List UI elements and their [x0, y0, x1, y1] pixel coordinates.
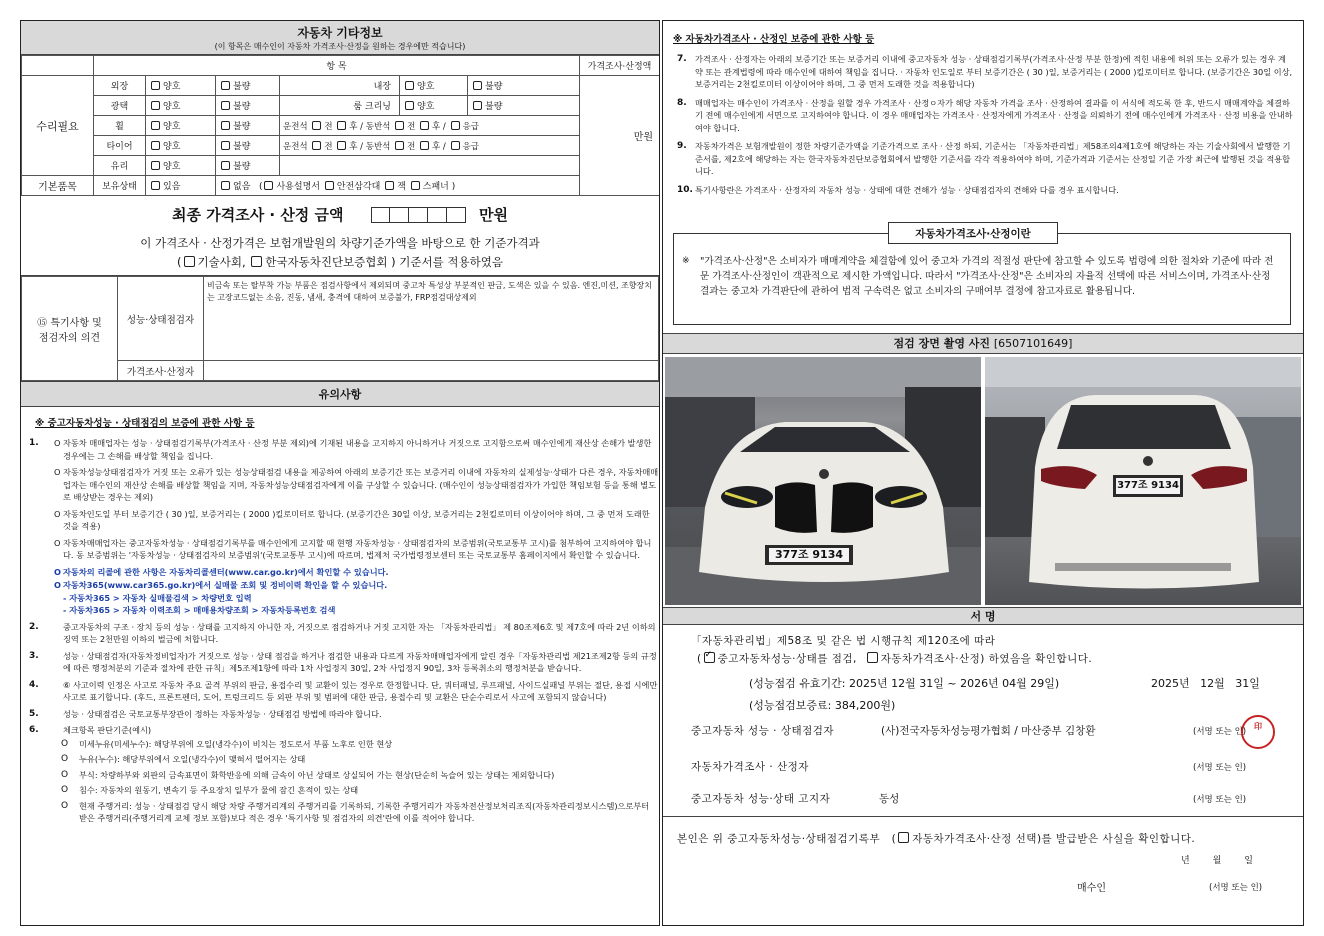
right-item-10: 10. 특기사항란은 가격조사 · 산정자의 자동차 성능 · 상태에 대한 견해가 성능 · 상태점검자의 견해와 다를 경우 표시합니다. — [677, 184, 1119, 195]
final-line1: 이 가격조사 · 산정가격은 보험개발원의 차량기준가액을 바탕으로 한 기준가격과 — [140, 236, 540, 250]
seal-stamp-icon: 印 — [1241, 715, 1275, 749]
notifier-name: 동성 — [879, 793, 900, 805]
checkbox[interactable] — [151, 161, 160, 170]
price-guarantee-heading: ※ 자동차가격조사 · 산정인 보증에 관한 사항 등 — [673, 34, 875, 45]
notes-header: 유의사항 — [21, 381, 659, 407]
confirm-date: 년 월 일 — [1181, 856, 1253, 866]
row-wheel: 휠 — [94, 116, 146, 136]
checkbox[interactable] — [420, 121, 429, 130]
notifier-label: 중고자동차 성능·상태 고지자 — [691, 793, 831, 805]
valid-period: (성능점검 유효기간: 2025년 12월 31일 ~ 2026년 04월 29일) — [749, 677, 1060, 690]
checkbox[interactable] — [473, 81, 482, 90]
right-item-7: 7. 가격조사 · 산정자는 아래의 보증기간 또는 보증거리 이내에 중고자동차 성능 · 상태점검기록부(가격조사·산정 부분 한정)에 적힌 내용에 허위 또는 오류가 있는 경우 계약 또는 관계법령에 따라 매수인에 대하여 책임을 집니다. · 자동차 인도일로 부터 보증기간은 ( 30 )일, 보증거리는 ( 2000 )킬로미터로 합니다. (보증기간은 30일 이상, 보증거리는 2천킬로미터 이상이어야 하며, 그 중 먼저 도래한 것을 적용합니다) — [677, 54, 1293, 89]
checkbox[interactable] — [337, 141, 346, 150]
definition-text: "가격조사·산정"은 소비자가 매매계약을 체결함에 있어 중고차 가격의 적절성 판단에 참고할 수 있도록 법령에 의한 절차와 기준에 따라 전문 가격조사·산정인이 객관적으로 제시한 가액입니다. 따라서 "가격조사·산정"은 소비자의 자율적 선택에 따른 서비스이며, 가격조사·산정 결과는 중고차 가격판단에 관하여 법적 구속력은 없고 소비자의 구매여부 결정에 참고자료로 활용됩니다. — [700, 256, 1274, 297]
checkbox-tech-society[interactable] — [184, 256, 195, 267]
buyer-seal-text: (서명 또는 인) — [1209, 883, 1263, 893]
sign-header: 서 명 — [663, 607, 1303, 625]
front-car-image — [665, 357, 981, 605]
basic-label: 기본품목 — [22, 176, 94, 196]
notes-heading: ※ 중고자동차성능 · 상태점검의 보증에 관한 사항 등 — [35, 418, 255, 429]
checkbox[interactable] — [385, 181, 394, 190]
possession-label: 보유상태 — [94, 176, 146, 196]
note-1e: O 자동차의 리콜에 관한 사항은 자동차리콜센터(www.car.go.kr)에서 확인할 수 있습니다. — [54, 566, 389, 577]
front-photo — [665, 357, 981, 605]
inspection-text: 비금속 또는 탈부착 가능 부품은 점검사항에서 제외되며 중고차 특성상 부분적인 판금, 도색은 있을 수 있음. 엔진,미션, 조향장치는 고장코드없는 소음, 진동, 냄새, 충격에 대하여 보증불가, FRP점검대상제외 — [204, 277, 659, 361]
row-gloss: 광택 — [94, 96, 146, 116]
etc-info-header — [21, 21, 659, 55]
final-price-title: 최종 가격조사 · 산정 금액 — [172, 206, 344, 224]
note-1f: O 자동차365(www.car365.go.kr)에서 실매물 조회 및 정비이력 확인을 할 수 있습니다. — [54, 580, 388, 590]
col-item-header: 항 목 — [94, 56, 580, 76]
confirm-text: 본인은 위 중고자동차성능·상태점검기록부 — [677, 833, 881, 845]
checkbox[interactable] — [221, 101, 230, 110]
rear-photo — [985, 357, 1301, 605]
checkbox[interactable] — [264, 181, 273, 190]
etc-info-title: 자동차 기타정보 — [297, 26, 383, 40]
checkbox[interactable] — [451, 141, 460, 150]
checkbox[interactable] — [405, 101, 414, 110]
final-price-boxes[interactable] — [371, 207, 466, 227]
notifier-seal-text: (서명 또는 인) — [1193, 795, 1247, 805]
final-price-section: 최종 가격조사 · 산정 금액 만원 이 가격조사 · 산정가격은 보험개발원의 차량기준가액을 바탕으로 한 기준가격과 ( 기술사회, 한국자동차진단보증협회 ) 기준서를 적용하였음 — [21, 196, 659, 276]
note-6b: O 누유(누수): 해당부위에서 오일(냉각수)이 맺혀서 떨어지는 상태 — [61, 754, 306, 764]
note-2: 2. 중고자동차의 구조 · 장치 등의 성능 · 상태를 고지하지 아니한 자, 거짓으로 점검하거나 거짓 고지한 자는 「자동차관리법」 제 80조제6호 및 제7호에 따라 2년 이하의 징역 또는 2천만원 이하의 벌금에 처합니다. — [29, 621, 656, 644]
inspector-label: 중고자동차 성능 · 상태점검자 — [691, 725, 835, 737]
checkbox[interactable] — [151, 141, 160, 150]
checkbox[interactable] — [221, 121, 230, 130]
checkbox[interactable] — [411, 181, 420, 190]
note-3: 3. 성능 · 상태점검자(자동차정비업자)가 거짓으로 성능 · 상태 점검을 하거나 점검한 내용과 다르게 자동차매매업자에게 알린 경우「자동차관리법 제21조제2항 등의 규정에 따른 행정처분의 기준과 절차에 관한 규칙」제5조제1항에 따라 1차 사업정지 30일, 2차 사업정지 90일, 3차 등록취소의 행정처분을 받습니다. — [29, 650, 657, 673]
photo-header: 점검 장면 촬영 사진 [6507101649] — [663, 334, 1303, 354]
checkbox[interactable] — [221, 181, 230, 190]
checkbox[interactable] — [451, 121, 460, 130]
note-5: 5. 성능 · 상태점검은 국토교통부장관이 정하는 자동차성능 · 상태점검 방법에 따라야 합니다. — [29, 708, 382, 719]
note-4: 4. ⑥ 사고이력 인정은 사고로 자동차 주요 골격 부위의 판금, 용접수리 및 교환이 있는 경우로 한정합니다. 단, 쿼터패널, 루프패널, 사이드실패널 부위는 절단, 용접 시에만 사고로 표기합니다. (후드, 프론트펜더, 도어, 트렁크리드 등 외판 부위 및 범퍼에 대한 판금, 용접수리 및 교환은 단순수리로서 사고에 포함되지 않습니다) — [29, 679, 658, 702]
special-label: ⑮ 특기사항 및 점검자의 의견 — [22, 277, 118, 381]
row-room-cleaning: 룸 크리닝 — [280, 96, 400, 116]
sign-line1: 「자동차관리법」제58조 및 같은 법 시행규칙 제120조에 따라 — [691, 635, 996, 647]
checkbox[interactable] — [312, 121, 321, 130]
note-1b: O 자동차성능상태점검자가 거짓 또는 오류가 있는 성능상태점검 내용을 제공하여 아래의 보증기간 또는 보증거리 이내에 자동차의 실제성능·상태가 다른 경우, 자동차매매업자는 매수인의 재산상 손해를 배상할 책임을 지며, 자동차성능상태점검자에게 이를 구상할 수 있습니다. (매수인이 성능상태점검자가 가입한 책임보험 등을 통해 별도로 배상받는 경우는 제외) — [54, 467, 659, 502]
note-1f1: - 자동차365 > 자동차 실매물검색 > 차량번호 입력 — [63, 592, 252, 603]
note-6: 6. 체크항목 판단기준(예시) — [29, 725, 152, 735]
checkbox-price-check[interactable] — [867, 652, 878, 663]
checkbox[interactable] — [473, 101, 482, 110]
notes-body — [21, 407, 659, 825]
row-glass: 유리 — [94, 156, 146, 176]
repair-label: 수리필요 — [22, 76, 94, 176]
row-exterior: 외장 — [94, 76, 146, 96]
price-guarantee-section — [663, 21, 1303, 334]
right-item-8: 8. 매매업자는 매수인이 가격조사 · 산정을 원할 경우 가격조사 · 산정ㅇ자가 해당 자동차 가격을 조사 · 산정하여 결과를 이 서식에 적도록 한 후, 반드시 매매계약을 체결하기 전에 매수인에게 서면으로 고지하여야 합니다. 이 경우 매매업자는 가격조사 · 산정자에게 가격조사 · 산정을 의뢰하기 전에 매수인에게 가격조사 · 산정 비용을 안내하여야 합니다. — [677, 97, 1293, 133]
left-column — [20, 20, 660, 926]
note-6d: O 침수: 자동차의 원동기, 변속기 등 주요장치 일부가 물에 잠긴 흔적이 있는 상태 — [61, 785, 359, 795]
special-notes-table — [21, 276, 659, 381]
price-unit: 만원 — [580, 76, 660, 196]
checkbox-diagnosis-assoc[interactable] — [251, 256, 262, 267]
rear-plate-text: 377조 9134 — [1117, 480, 1179, 491]
right-column — [662, 20, 1304, 926]
price-text — [204, 361, 659, 381]
etc-info-subtitle: (이 항목은 매수인이 자동차 가격조사·산정을 원하는 경우에만 적습니다) — [214, 42, 466, 51]
right-item-9: 9. 자동차가격은 보험개발원이 정한 차량기준가액을 기준가격으로 조사 · 산정 하되, 기준서는 「자동차관리법」제58조의4제1호에 해당하는 자는 기술사회에서 발행한 기준서를, 제2호에 해당하는 자는 한국자동차진단보증협회에서 발행한 기준서를 각각 적용하여야 하며, 기준가격과 기준서는 산정일 기준 가장 최근에 발행된 것을 적용합니다. — [677, 141, 1291, 176]
note-1d: O 자동차매매업자는 중고자동차성능 · 상태점검기록부를 매수인에게 고지할 때 현행 자동차성능 · 상태점검자의 보증범위(국토교통부 고시)를 첨부하여 고지하여야 합니다. 동 보증범위는 '자동차성능 · 상태점검자의 보증범위'(국토교통부 고시)에 따르며, 법제처 국가법령정보센터 또는 국토교통부 홈페이지에서 확인할 수 있습니다. — [54, 537, 652, 560]
inspector-seal-text: (서명 또는 인) — [1193, 727, 1247, 737]
checkbox[interactable] — [221, 161, 230, 170]
checkbox[interactable] — [395, 121, 404, 130]
checkbox[interactable] — [420, 141, 429, 150]
sign-section: 「자동차관리법」제58조 및 같은 법 시행규칙 제120조에 따라 (✓ 중고자동차성능·상태를 점검, 자동차가격조사·산정) 하였음을 확인합니다. (성능점검 유효기간: 2025년 12월 31일 ~ 2026년 04월 29일) 2025년 12월 31일 (성능점검보증료: 384,200원) 중고자동차 성능 · 상태점검자 (사)전국자동차성능평가협회 / 마산중부 김창환 (서명 또는 인) 印 자동차가격조사 · 산정자 (서명 또는 인) 중고자동차 성능·상태 고지자 동성 (서명 또는 인) — [663, 625, 1303, 817]
guarantee-fee: (성능점검보증료: 384,200원) — [749, 699, 896, 712]
checkbox[interactable] — [151, 121, 160, 130]
checkbox[interactable] — [151, 101, 160, 110]
price-assessor-label: 자동차가격조사 · 산정자 — [691, 761, 809, 773]
note-6e: O 현재 주행거리: 성능 · 상태점검 당시 해당 차량 주행거리계의 주행거리를 기록하되, 기록한 주행거리가 자동차전산정보처리조직(자동차관리정보시스템)으로부터 받은 주행거리(주행거리계 교체 정보 포함)보다 적은 경우 '특기사항 및 점검자의 의견'란에 이를 적어야 합니다. — [61, 800, 650, 823]
checkbox[interactable] — [151, 81, 160, 90]
checkbox-buyer-price[interactable] — [898, 832, 909, 843]
col-price-header: 가격조사·산정액 — [580, 56, 660, 76]
note-6a: O 미세누유(미세누수): 해당부위에 오일(냉각수)이 비치는 정도로서 부품 노후로 인한 현상 — [61, 738, 393, 749]
front-plate-text: 377조 9134 — [774, 548, 844, 561]
row-interior: 내장 — [280, 76, 400, 96]
buyer-label: 매수인 — [1077, 883, 1106, 894]
final-price-unit: 만원 — [478, 206, 508, 224]
note-6c: O 부식: 차량하부와 외판의 금속표면이 화학반응에 의해 금속이 아닌 상태로 상실되어 가는 현상(단순히 녹슬어 있는 상태는 제외합니다) — [61, 769, 555, 780]
definition-title: 자동차가격조사·산정이란 — [888, 222, 1058, 244]
price-label: 가격조사·산정자 — [118, 361, 204, 381]
checkbox[interactable] — [325, 181, 334, 190]
note-1c: O 자동차인도일 부터 보증기간 ( 30 )일, 보증거리는 ( 2000 )킬로미터로 합니다. (보증기간은 30일 이상, 보증거리는 2천킬로미터 이상이어야 하며, 그 중 먼저 도래한 것을 적용) — [54, 508, 650, 531]
checkbox[interactable] — [337, 121, 346, 130]
inspector-name: (사)전국자동차성능평가협회 / 마산중부 김창환 — [881, 725, 1096, 737]
checkbox[interactable] — [221, 81, 230, 90]
checkbox[interactable] — [395, 141, 404, 150]
note-1a: 1. O 자동차 매매업자는 성능 · 상태점검기록부(가격조사 · 산정 부분 제외)에 기재된 내용을 고지하지 아니하거나 거짓으로 고지함으로써 매수인에게 재산상 손해가 발생한 경우에는 그 손해를 배상할 책임을 집니다. — [29, 438, 652, 461]
note-1f2: - 자동차365 > 자동차 이력조회 > 매매용차량조회 > 자동차등록번호 검색 — [63, 605, 336, 615]
definition-box: 자동차가격조사·산정이란 ※ "가격조사·산정"은 소비자가 매매계약을 체결함에 있어 중고차 가격의 적절성 판단에 참고할 수 있도록 법령에 의한 절차와 기준에 따라 전문 가격조사·산정인이 객관적으로 제시한 가액입니다. 따라서 "가격조사·산정"은 소비자의 자율적 선택에 따른 서비스이며, 가격조사·산정 결과는 중고차 가격판단에 관하여 법적 구속력은 없고 소비자의 구매여부 결정에 참고자료로 활용됩니다. — [673, 233, 1291, 325]
sign-date: 2025년 12월 31일 — [1151, 677, 1260, 690]
checkbox[interactable] — [151, 181, 160, 190]
buyer-confirm-section: 본인은 위 중고자동차성능·상태점검기록부 ( 자동차가격조사·산정 선택)를 발급받은 사실을 확인합니다. 년 월 일 매수인 (서명 또는 인) — [677, 833, 1263, 894]
inspection-label: 성능·상태점검자 — [118, 277, 204, 361]
etc-info-table: 항 목 가격조사·산정액 수리필요 외장 양호 불량 내장 양호 불량 만원 광택 양호 불량 룸 크리닝 양호 불량 휠 양호 불량 운전석 전 후 / 동반석 전 후 / 응급 타이어 양호 불량 운전석 전 후 / 동반석 전 후 / 응급 유리 양호 불량 기본품목 보유상태 있음 없음 ( 사용설명서 안전삼각대 잭 스패너 ) — [21, 55, 660, 196]
row-tire: 타이어 — [94, 136, 146, 156]
checkbox[interactable] — [405, 81, 414, 90]
checkbox[interactable] — [312, 141, 321, 150]
photo-id: [6507101649] — [993, 337, 1073, 350]
checkbox[interactable] — [221, 141, 230, 150]
checkbox-performance-checked[interactable] — [704, 652, 715, 663]
price-seal-text: (서명 또는 인) — [1193, 763, 1247, 773]
